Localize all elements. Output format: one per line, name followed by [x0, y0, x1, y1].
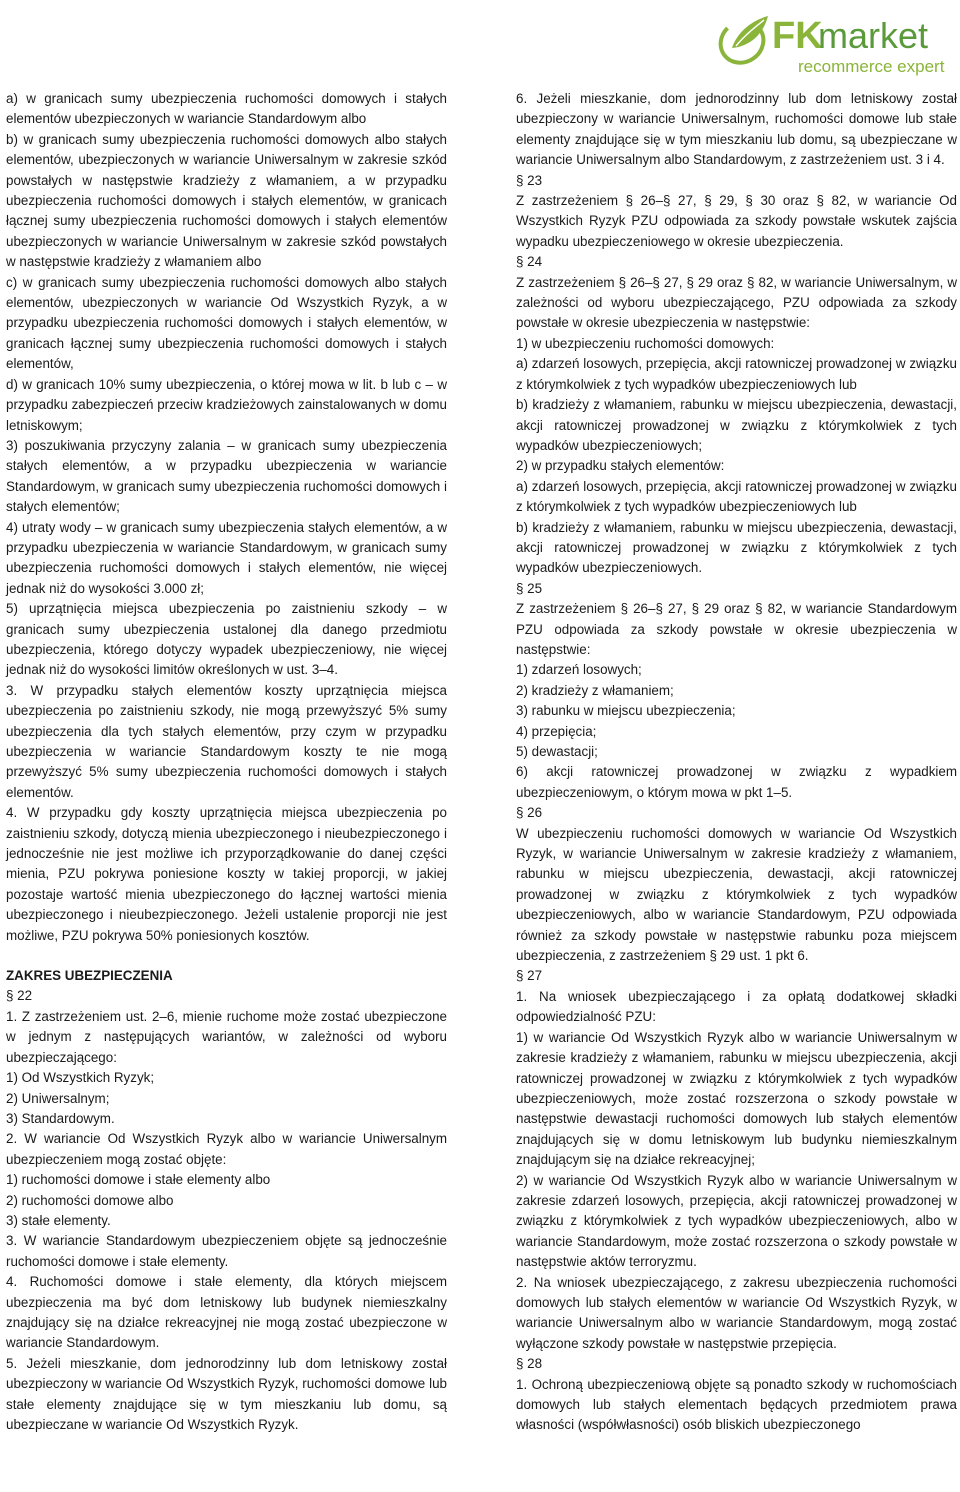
section-number: § 26	[516, 805, 543, 821]
right-paragraph: Z zastrzeżeniem § 26–§ 27, § 29 oraz § 82, w wariancie Uniwersalnym, w zależności od wyboru ubezpieczającego, PZU odpowiada za szkody powstałe w okresie ubezpieczenia w następstwie:	[516, 274, 957, 331]
list-item: 3) Standardowym.	[6, 1110, 115, 1126]
section-number: § 27	[516, 968, 543, 984]
list-item: 3) stałe elementy.	[6, 1212, 111, 1228]
right-paragraph: 1. Ochroną ubezpieczeniową objęte są ponadto szkody w ruchomościach domowych lub stałych elementach będących przedmiotem prawa własności (współwłasności) osób bliskich ubezpieczonego	[516, 1376, 957, 1433]
list-item: 4) przepięcia;	[516, 723, 597, 739]
left-paragraph: 3. W wariancie Standardowym ubezpieczeniem objęte są jednocześnie ruchomości domowe i stałe elementy.	[6, 1233, 447, 1269]
logo-brand-fk: FK	[772, 15, 823, 57]
left-column	[6, 89, 447, 1435]
left-paragraph: 4) utraty wody – w granicach sumy ubezpieczenia stałych elementów, a w przypadku ubezpieczenia w wariancie Standardowym, w granicach sumy ubezpieczenia ruchomości domowych i stałych elementów, nie więcej jednak niż do wysokości 3.000 zł;	[6, 519, 447, 596]
left-paragraph: 2. W wariancie Od Wszystkich Ryzyk albo w wariancie Uniwersalnym ubezpieczeniem mogą zostać objęte:	[6, 1131, 447, 1167]
list-item: 1) ruchomości domowe i stałe elementy albo	[6, 1172, 271, 1188]
left-paragraph: 1. Z zastrzeżeniem ust. 2–6, mienie ruchome może zostać ubezpieczone w jednym z następujących wariantów, w zależności od wyboru ubezpieczającego:	[6, 1008, 447, 1065]
logo-brand-market: market	[818, 15, 929, 56]
right-paragraph: Z zastrzeżeniem § 26–§ 27, § 29, § 30 oraz § 82, w wariancie Od Wszystkich Ryzyk PZU odpowiada za szkody powstałe wskutek zajścia wypadku ubezpieczeniowego w okresie ubezpieczenia.	[516, 193, 957, 249]
left-paragraph: a) w granicach sumy ubezpieczenia ruchomości domowych i stałych elementów ubezpieczonych w wariancie Standardowym albo	[6, 91, 447, 127]
left-paragraph: 3. W przypadku stałych elementów koszty uprzątnięcia miejsca ubezpieczenia po zaistnieniu szkody, nie mogą przewyższyć 5% sumy ubezpieczenia dla tych stałych elementów, przy czym w przypadku ubezpieczenia w wariancie Standardowym koszty te nie mogą przewyższyć 5% sumy ubezpieczenia ruchomości domowych i stałych elementów.	[6, 682, 447, 800]
list-item: 2) w wariancie Od Wszystkich Ryzyk albo w wariancie Uniwersalnym w zakresie zdarzeń losowych, przepięcia, akcji ratowniczej prowadzonej w związku z którymkolwiek z tych wypadków ubezpieczeniowych, albo w wariancie Standardowym, może zostać rozszerzona o szkody powstałe w następstwie aktów terroryzmu.	[516, 1172, 957, 1270]
list-item: 6) akcji ratowniczej prowadzonej w związku z wypadkiem ubezpieczeniowym, o którym mowa w pkt 1–5.	[516, 764, 957, 800]
right-paragraph: 2. Na wniosek ubezpieczającego, z zakresu ubezpieczenia ruchomości domowych lub stałych elementów w wariancie Od Wszystkich Ryzyk, w wariancie Uniwersalnym albo w wariancie Standardowym, mogą zostać wyłączone szkody powstałe w następstwie przepięcia.	[516, 1274, 957, 1351]
right-paragraph: 1. Na wniosek ubezpieczającego i za opłatą dodatkowej składki odpowiedzialność PZU:	[516, 988, 957, 1025]
right-paragraph: Z zastrzeżeniem § 26–§ 27, § 29 oraz § 82, w wariancie Standardowym PZU odpowiada za szkody powstałe w okresie ubezpieczenia w następstwie:	[516, 601, 957, 657]
right-column	[516, 89, 957, 1436]
list-item: b) kradzieży z włamaniem, rabunku w miejscu ubezpieczenia, dewastacji, akcji ratowniczej prowadzonej w związku z którymkolwiek z tych wypadków ubezpieczeniowych;	[516, 397, 957, 453]
left-paragraph: c) w granicach sumy ubezpieczenia ruchomości domowych albo stałych elementów, ubezpieczonych w wariancie Od Wszystkich Ryzyk, a w przypadku ubezpieczenia ruchomości domowych i stałych elementów, w granicach łącznej sumy ubezpieczenia ruchomości domowych i stałych elementów,	[6, 274, 447, 372]
fkmarket-logo	[714, 6, 946, 78]
leaf-icon	[714, 13, 771, 71]
list-item: 1) Od Wszystkich Ryzyk;	[6, 1070, 155, 1086]
left-paragraph: 5. Jeżeli mieszkanie, dom jednorodzinny lub dom letniskowy został ubezpieczony w wariancie Od Wszystkich Ryzyk, ruchomości domowe lub stałe elementy znajdujące się w tym mieszkaniu lub domu, są ubezpieczane w wariancie Od Wszystkich Ryzyk.	[6, 1355, 447, 1432]
list-item: 3) rabunku w miejscu ubezpieczenia;	[516, 703, 736, 719]
section-number: § 22	[6, 988, 33, 1004]
left-paragraph: 5) uprzątnięcia miejsca ubezpieczenia po zaistnieniu szkody – w granicach sumy ubezpieczenia ustalonej dla danego przedmiotu ubezpieczenia, którego dotyczy wypadek ubezpieczeniowy, nie więcej jednak niż do wysokości limitów określonych w ust. 3–4.	[6, 601, 447, 678]
section-number: § 25	[516, 580, 543, 596]
list-item: 2) Uniwersalnym;	[6, 1090, 110, 1106]
right-paragraph: 6. Jeżeli mieszkanie, dom jednorodzinny lub dom letniskowy został ubezpieczony w wariancie Uniwersalnym, ruchomości domowe lub stałe elementy znajdujące się w tym mieszkaniu lub domu, są ubezpieczane w wariancie Uniwersalnym albo Standardowym, z zastrzeżeniem ust. 3 i 4.	[516, 91, 957, 168]
section-heading: ZAKRES UBEZPIECZENIA	[6, 968, 173, 984]
left-paragraph: 4. W przypadku gdy koszty uprzątnięcia miejsca ubezpieczenia po zaistnieniu szkody, dotyczą mienia ubezpieczonego i nieubezpieczonego i jednocześnie nie jest możliwe ich przyporządkowanie do danej części mienia, PZU pokrywa poniesione koszty w takiej proporcji, w jakiej pozostaje wartość mienia ubezpieczonego do łącznej wartości mienia ubezpieczonego i nieubezpieczonego. Jeżeli ustalenie proporcji nie jest możliwe, PZU pokrywa 50% poniesionych kosztów.	[6, 805, 447, 943]
section-number: § 23	[516, 172, 543, 188]
list-item: a) zdarzeń losowych, przepięcia, akcji ratowniczej prowadzonej w związku z którymkolwiek z tych wypadków ubezpieczeniowych lub	[516, 478, 957, 515]
section-number: § 24	[516, 254, 543, 270]
left-paragraph: 4. Ruchomości domowe i stałe elementy, dla których miejscem ubezpieczenia ma być dom letniskowy lub budynek niemieszkalny znajdujący się na działce rekreacyjnej nie mogą zostać ubezpieczone w wariancie Standardowym.	[6, 1274, 447, 1351]
list-item: 2) w przypadku stałych elementów:	[516, 458, 725, 474]
list-item: a) zdarzeń losowych, przepięcia, akcji ratowniczej prowadzonej w związku z którymkolwiek z tych wypadków ubezpieczeniowych lub	[516, 356, 957, 392]
left-paragraph: 3) poszukiwania przyczyny zalania – w granicach sumy ubezpieczenia stałych elementów, a w przypadku ubezpieczenia w wariancie Standardowym, w granicach sumy ubezpieczenia ruchomości domowych i stałych elementów;	[6, 437, 447, 515]
section-number: § 28	[516, 1356, 543, 1372]
list-item: b) kradzieży z włamaniem, rabunku w miejscu ubezpieczenia, dewastacji, akcji ratowniczej prowadzonej w związku z którymkolwiek z tych wypadków ubezpieczeniowych.	[516, 519, 957, 576]
list-item: 1) w ubezpieczeniu ruchomości domowych:	[516, 335, 775, 351]
left-paragraph: d) w granicach 10% sumy ubezpieczenia, o której mowa w lit. b lub c – w przypadku zabezpieczeń przeciw kradzieżowych zainstalowanych w domu letniskowym;	[6, 376, 447, 433]
left-paragraph: b) w granicach sumy ubezpieczenia ruchomości domowych albo stałych elementów, ubezpieczonych w wariancie Uniwersalnym w zakresie szkód powstałych w następstwie kradzieży z włamaniem, a w przypadku ubezpieczenia ruchomości domowych i stałych elementów, w granicach łącznej sumy ubezpieczenia ruchomości domowych i stałych elementów ubezpieczonych w wariancie Uniwersalnym w zakresie szkód powstałych w następstwie kradzieży z włamaniem albo	[6, 131, 447, 270]
list-item: 2) ruchomości domowe albo	[6, 1192, 174, 1208]
list-item: 2) kradzieży z włamaniem;	[516, 682, 674, 698]
right-paragraph: W ubezpieczeniu ruchomości domowych w wariancie Od Wszystkich Ryzyk, w wariancie Uniwersalnym w zakresie kradzieży z włamaniem, rabunku w miejscu ubezpieczenia, dewastacji, akcji ratowniczej prowadzonej w związku z którymkolwiek z tych wypadków ubezpieczeniowych, albo w wariancie Standardowym, PZU odpowiada również za szkody powstałe w następstwie rabunku poza miejscem ubezpieczenia, z zastrzeżeniem § 29 ust. 1 pkt 6.	[516, 825, 957, 964]
list-item: 1) w wariancie Od Wszystkich Ryzyk albo w wariancie Uniwersalnym w zakresie kradzieży z włamaniem, rabunku w miejscu ubezpieczenia, akcji ratowniczej prowadzonej w związku z którymkolwiek z tych wypadków ubezpieczeniowych, może zostać rozszerzona o szkody powstałe w następstwie dewastacji ruchomości domowych lub stałych elementów znajdujących się w domu letniskowym lub budynku niemieszkalnym znajdującym się na działce rekreacyjnej;	[516, 1029, 957, 1168]
list-item: 1) zdarzeń losowych;	[516, 662, 642, 678]
logo-tagline: recommerce expert	[798, 57, 945, 76]
list-item: 5) dewastacji;	[516, 744, 598, 759]
